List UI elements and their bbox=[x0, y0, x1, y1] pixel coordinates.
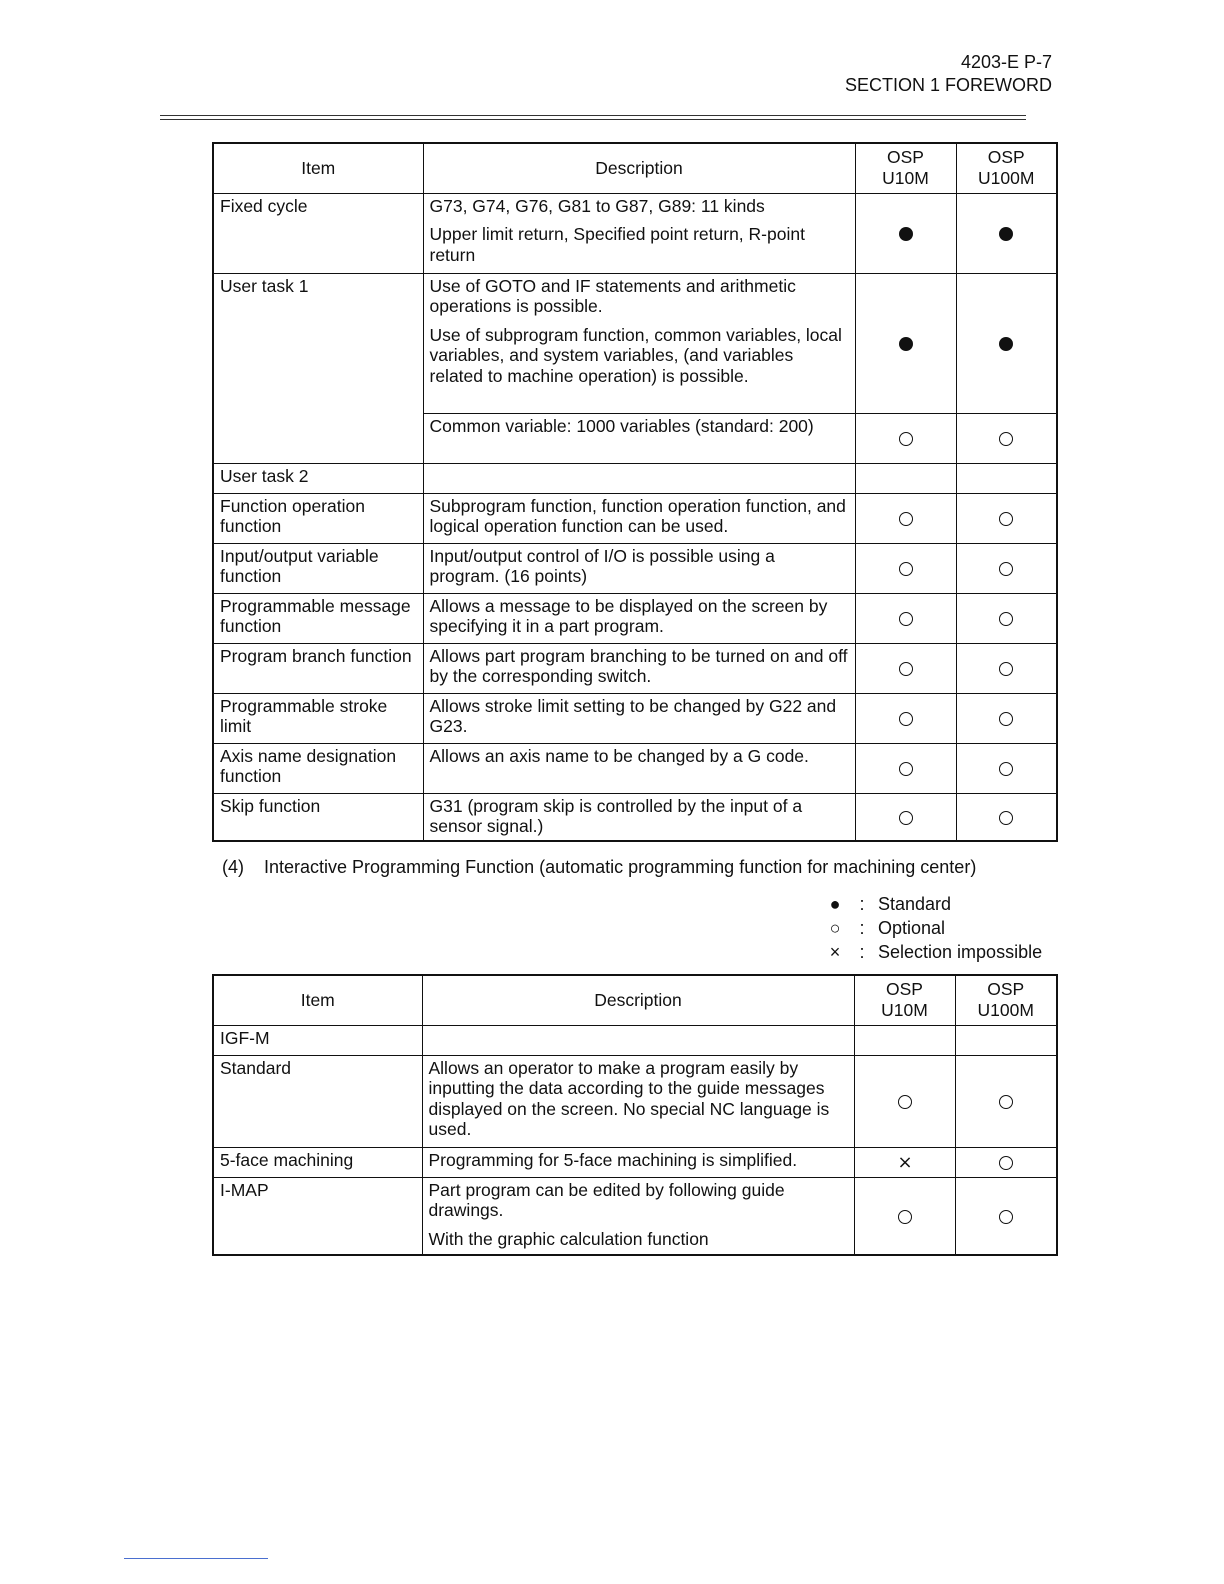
optional-mark-icon bbox=[999, 1156, 1013, 1170]
filled-circle-icon: ● bbox=[829, 894, 841, 914]
legend-standard: ● : Standard bbox=[824, 892, 1042, 916]
mark-u100m bbox=[956, 193, 1057, 273]
row-item: IGF-M bbox=[213, 1025, 422, 1055]
header-osp-u10m: OSP U10M bbox=[854, 975, 955, 1025]
mark-u100m bbox=[956, 413, 1057, 463]
mark-u10m bbox=[855, 543, 956, 593]
row-description: Input/output control of I/O is possible using a program. (16 points) bbox=[423, 543, 855, 593]
mark-u100m bbox=[955, 1055, 1057, 1147]
standard-mark-icon bbox=[999, 227, 1013, 241]
mark-u10m bbox=[855, 493, 956, 543]
legend-optional: ○ : Optional bbox=[824, 916, 1042, 940]
row-description: Programming for 5-face machining is simplified. bbox=[422, 1147, 854, 1177]
legend-label: Standard bbox=[878, 894, 952, 914]
optional-mark-icon bbox=[999, 1210, 1013, 1224]
row-item: Programmable stroke limit bbox=[213, 693, 423, 743]
optional-mark-icon bbox=[999, 612, 1013, 626]
legend-impossible: × : Selection impossible bbox=[824, 940, 1042, 964]
row-item: User task 1 bbox=[213, 273, 423, 463]
mark-u10m bbox=[855, 693, 956, 743]
table-row bbox=[213, 1025, 1057, 1055]
header-osp-u100m: OSP U100M bbox=[956, 143, 1057, 193]
section-caption bbox=[222, 857, 976, 878]
optional-mark-icon bbox=[899, 562, 913, 576]
optional-mark-icon bbox=[899, 662, 913, 676]
row-description: G73, G74, G76, G81 to G87, G89: 11 kinds Upper limit return, Specified point return, R-point return bbox=[423, 193, 855, 273]
table-row bbox=[213, 193, 1057, 273]
mark-u10m bbox=[854, 1147, 955, 1177]
optional-mark-icon bbox=[899, 612, 913, 626]
table-header-row bbox=[213, 143, 1057, 193]
optional-mark-icon bbox=[899, 712, 913, 726]
optional-mark-icon bbox=[899, 512, 913, 526]
mark-u10m bbox=[855, 413, 956, 463]
row-item: 5-face machining bbox=[213, 1147, 422, 1177]
mark-u100m bbox=[956, 693, 1057, 743]
mark-u10m bbox=[855, 793, 956, 841]
footer-line bbox=[124, 1558, 268, 1559]
mark-u100m bbox=[956, 743, 1057, 793]
row-item: Input/output variable function bbox=[213, 543, 423, 593]
row-description bbox=[422, 1025, 854, 1055]
table-row bbox=[213, 493, 1057, 543]
mark-u10m bbox=[855, 593, 956, 643]
optional-mark-icon bbox=[898, 1210, 912, 1224]
optional-mark-icon bbox=[999, 811, 1013, 825]
header-rule bbox=[160, 115, 1026, 116]
row-description: Allows a message to be displayed on the screen by specifying it in a part program. bbox=[423, 593, 855, 643]
caption-text: Interactive Programming Function (automatic programming function for machining center) bbox=[264, 857, 977, 877]
mark-u100m bbox=[956, 643, 1057, 693]
mark-u100m bbox=[956, 543, 1057, 593]
header-osp-u100m: OSP U100M bbox=[955, 975, 1057, 1025]
mark-u100m bbox=[956, 273, 1057, 413]
row-description: Allows an operator to make a program easily by inputting the data according to the guide messages displayed on the screen. No special NC language is used. bbox=[422, 1055, 854, 1147]
optional-mark-icon bbox=[899, 811, 913, 825]
table-row bbox=[213, 1055, 1057, 1147]
row-item: Programmable message function bbox=[213, 593, 423, 643]
table-row bbox=[213, 593, 1057, 643]
row-item: Axis name designation function bbox=[213, 743, 423, 793]
mark-u10m bbox=[855, 463, 956, 493]
page-number: 4203-E P-7 bbox=[960, 52, 1052, 72]
row-description: Allows an axis name to be changed by a G code. bbox=[423, 743, 855, 793]
mark-u100m bbox=[956, 593, 1057, 643]
row-item: Standard bbox=[213, 1055, 422, 1147]
optional-mark-icon bbox=[999, 762, 1013, 776]
optional-mark-icon bbox=[999, 662, 1013, 676]
standard-mark-icon bbox=[999, 337, 1013, 351]
row-item: I-MAP bbox=[213, 1177, 422, 1255]
row-description: Part program can be edited by following guide drawings. With the graphic calculation function bbox=[422, 1177, 854, 1255]
optional-mark-icon bbox=[899, 432, 913, 446]
row-description bbox=[423, 463, 855, 493]
row-description: Subprogram function, function operation function, and logical operation function can be used. bbox=[423, 493, 855, 543]
header-item: Item bbox=[213, 143, 423, 193]
header-osp-u10m: OSP U10M bbox=[855, 143, 956, 193]
mark-u10m bbox=[855, 743, 956, 793]
caption-number: (4) bbox=[222, 857, 244, 877]
mark-u10m bbox=[855, 643, 956, 693]
row-item: User task 2 bbox=[213, 463, 423, 493]
open-circle-icon: ○ bbox=[829, 918, 841, 938]
mark-u10m bbox=[854, 1177, 955, 1255]
row-description: Use of GOTO and IF statements and arithmetic operations is possible. Use of subprogram function, common variables, local variables, and system variables, (and variables related to machine operation) is possible. bbox=[423, 273, 855, 413]
optional-mark-icon bbox=[899, 762, 913, 776]
optional-mark-icon bbox=[999, 1095, 1013, 1109]
mark-u10m bbox=[854, 1025, 955, 1055]
optional-mark-icon bbox=[898, 1095, 912, 1109]
row-description: Common variable: 1000 variables (standard: 200) bbox=[423, 413, 855, 463]
table-row bbox=[213, 1147, 1057, 1177]
optional-mark-icon bbox=[999, 712, 1013, 726]
mark-u10m bbox=[854, 1055, 955, 1147]
mark-u100m bbox=[956, 493, 1057, 543]
mark-u100m bbox=[956, 463, 1057, 493]
optional-mark-icon bbox=[999, 512, 1013, 526]
legend-label: Optional bbox=[878, 918, 946, 938]
mark-u10m bbox=[855, 273, 956, 413]
row-description: Allows part program branching to be turned on and off by the corresponding switch. bbox=[423, 643, 855, 693]
mark-u100m bbox=[955, 1177, 1057, 1255]
impossible-mark-icon: × bbox=[897, 1152, 913, 1174]
table-row bbox=[213, 1177, 1057, 1255]
row-description: G31 (program skip is controlled by the input of a sensor signal.) bbox=[423, 793, 855, 841]
cross-icon: × bbox=[829, 942, 841, 962]
legend-label: Selection impossible bbox=[878, 942, 1043, 962]
legend bbox=[824, 892, 1042, 964]
mark-u100m bbox=[955, 1147, 1057, 1177]
header-description: Description bbox=[423, 143, 855, 193]
feature-table-1 bbox=[212, 142, 1058, 842]
row-description: Allows stroke limit setting to be changed by G22 and G23. bbox=[423, 693, 855, 743]
table-header-row bbox=[213, 975, 1057, 1025]
table-row bbox=[213, 543, 1057, 593]
standard-mark-icon bbox=[899, 227, 913, 241]
row-item: Fixed cycle bbox=[213, 193, 423, 273]
feature-table-2 bbox=[212, 974, 1058, 1256]
standard-mark-icon bbox=[899, 337, 913, 351]
row-item: Program branch function bbox=[213, 643, 423, 693]
mark-u100m bbox=[956, 793, 1057, 841]
section-title: SECTION 1 FOREWORD bbox=[844, 75, 1052, 95]
header-description: Description bbox=[422, 975, 854, 1025]
mark-u10m bbox=[855, 193, 956, 273]
table-row bbox=[213, 273, 1057, 413]
table-row bbox=[213, 463, 1057, 493]
table-row bbox=[213, 693, 1057, 743]
optional-mark-icon bbox=[999, 432, 1013, 446]
table-row bbox=[213, 743, 1057, 793]
header-item: Item bbox=[213, 975, 422, 1025]
mark-u100m bbox=[955, 1025, 1057, 1055]
header-rule-lower bbox=[160, 119, 1026, 120]
table-row bbox=[213, 643, 1057, 693]
row-item: Skip function bbox=[213, 793, 423, 841]
optional-mark-icon bbox=[999, 562, 1013, 576]
row-item: Function operation function bbox=[213, 493, 423, 543]
table-row bbox=[213, 793, 1057, 841]
